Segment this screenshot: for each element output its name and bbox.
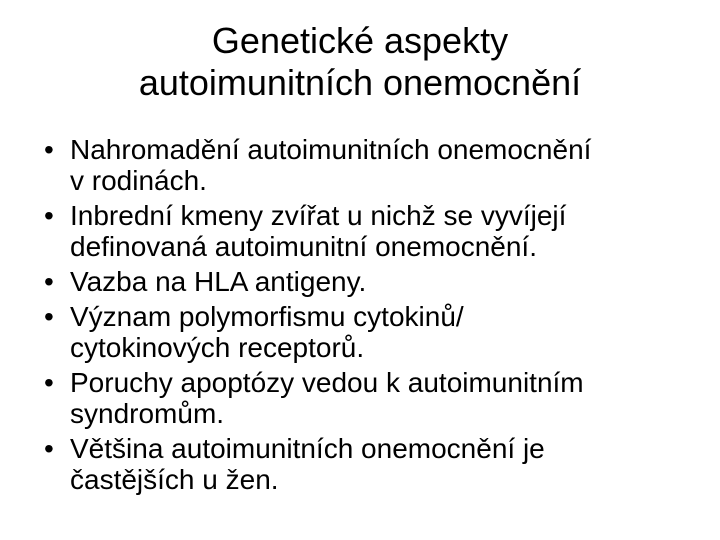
slide-title <box>40 20 680 104</box>
bullet-text <box>70 266 700 297</box>
bullet-marker: • <box>44 367 54 398</box>
bullet-line: Význam polymorfismu cytokinů/ <box>70 301 464 332</box>
bullet-marker: • <box>44 200 54 231</box>
bullet-line: Nahromadění autoimunitních onemocnění <box>70 134 592 165</box>
bullet-text <box>70 134 700 196</box>
bullet-text <box>70 200 700 262</box>
bullet-line: Inbrední kmeny zvířat u nichž se vyvíjejí <box>70 200 567 231</box>
bullet-marker: • <box>44 266 54 297</box>
slide-title-line-2: autoimunitních onemocnění <box>138 62 582 103</box>
bullet-text <box>70 433 700 495</box>
bullet-line: Vazba na HLA antigeny. <box>70 266 367 297</box>
bullet-marker: • <box>44 433 54 464</box>
bullet-line: v rodinách. <box>70 165 207 196</box>
bullet-item <box>40 433 700 495</box>
bullet-item <box>40 200 700 262</box>
bullet-marker: • <box>44 134 54 165</box>
bullet-list <box>40 134 700 499</box>
bullet-line: Poruchy apoptózy vedou k autoimunitním <box>70 367 584 398</box>
bullet-line: definovaná autoimunitní onemocnění. <box>70 231 537 262</box>
slide-title-line-1: Genetické aspekty <box>211 20 509 61</box>
bullet-item <box>40 367 700 429</box>
bullet-item <box>40 134 700 196</box>
bullet-text <box>70 367 700 429</box>
bullet-line: Většina autoimunitních onemocnění je <box>70 433 545 464</box>
bullet-item <box>40 266 700 297</box>
bullet-line: syndromům. <box>70 398 225 429</box>
bullet-item <box>40 301 700 363</box>
bullet-marker: • <box>44 301 54 332</box>
bullet-line: cytokinových receptorů. <box>70 332 365 363</box>
bullet-text <box>70 301 700 363</box>
bullet-line: častějších u žen. <box>70 464 279 495</box>
